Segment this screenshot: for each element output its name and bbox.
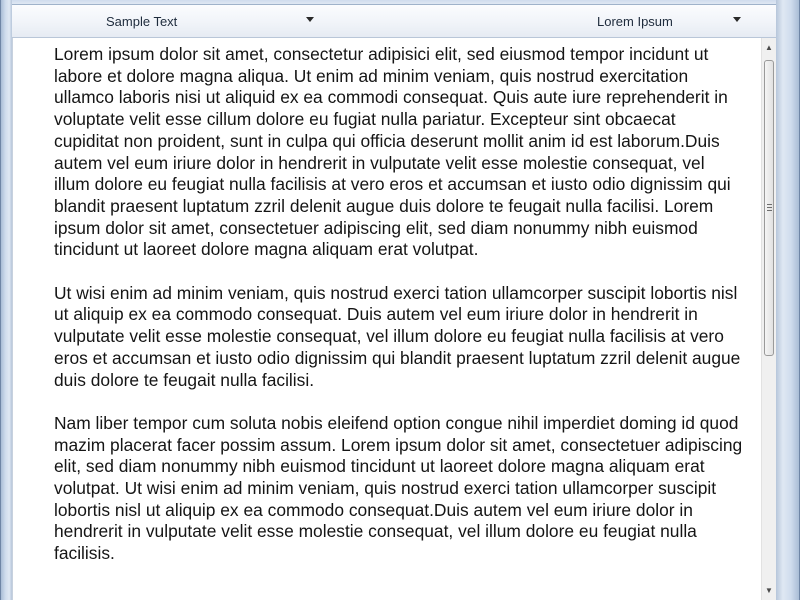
chevron-down-icon — [733, 17, 741, 22]
chevron-down-icon — [306, 17, 314, 22]
scroll-up-arrow-icon[interactable]: ▲ — [765, 43, 773, 52]
paragraph: Nam liber tempor cum soluta nobis eleifend option congue nihil imperdiet doming id quod mazim placerat facer possim assum. Lorem ipsum dolor sit amet, consectetuer adipiscing elit, sed diam nonummy nibh euismod tincidunt ut laoreet dolore magna aliquam erat volutpat. Ut wisi enim ad minim veniam, quis nostrud exerci tation ullamcorper suscipit lobortis nisl ut aliquip ex ea commodo consequat.Duis autem vel eum iriure dolor in hendrerit in vulputate velit esse molestie consequat, vel illum dolore eu feugiat nulla facilisis. — [54, 412, 743, 564]
window-right-border — [776, 0, 800, 600]
paragraph: Ut wisi enim ad minim veniam, quis nostrud exerci tation ullamcorper suscipit lobortis nisl ut aliquip ex ea commodo consequat. Duis autem vel eum iriure dolor in hendrerit in vulputate velit esse molestie consequat, vel illum dolore eu feugiat nulla facilisis at vero eros et accumsan et iusto odio dignissim qui blandit praesent luptatum zzril delenit augue duis dolore te feugait nulla facilisi. — [54, 282, 741, 390]
sample-text-dropdown[interactable] — [106, 5, 326, 37]
document-text-area[interactable] — [12, 38, 761, 600]
scroll-grip-icon — [767, 204, 772, 205]
scroll-grip-icon — [767, 207, 772, 208]
scrollbar-thumb[interactable] — [764, 60, 774, 356]
window-left-border — [0, 0, 12, 600]
document-content — [54, 44, 744, 587]
vertical-scrollbar[interactable] — [761, 38, 776, 600]
paragraph: Lorem ipsum dolor sit amet, consectetur adipisici elit, sed eiusmod tempor incidunt ut labore et dolore magna aliqua. Ut enim ad minim veniam, quis nostrud exercitation ullamco laboris nisi ut aliquid ex ea commodi consequat. Quis aute iure reprehenderit in voluptate velit esse cillum dolore eu fugiat nulla pariatur. Excepteur sint obcaecat cupiditat non proident, sunt in culpa qui officia deserunt mollit anim id est laborum.Duis autem vel eum iriure dolor in hendrerit in vulputate velit esse molestie consequat, vel illum dolore eu feugiat nulla facilisis at vero eros et accumsan et iusto odio dignissim qui blandit praesent luptatum zzril delenit augue duis dolore te feugait nulla facilisi. Lorem ipsum dolor sit amet, consectetuer adipiscing elit, sed diam nonummy nibh euismod tincidunt ut laoreet dolore magna aliquam erat volutpat. — [54, 44, 731, 260]
selector-bar — [12, 5, 776, 38]
scroll-down-arrow-icon[interactable]: ▼ — [765, 586, 773, 595]
sample-text-dropdown-label: Sample Text — [106, 13, 178, 29]
lorem-ipsum-dropdown[interactable] — [597, 5, 762, 37]
lorem-ipsum-dropdown-label: Lorem Ipsum — [597, 13, 673, 29]
scroll-grip-icon — [767, 210, 772, 211]
